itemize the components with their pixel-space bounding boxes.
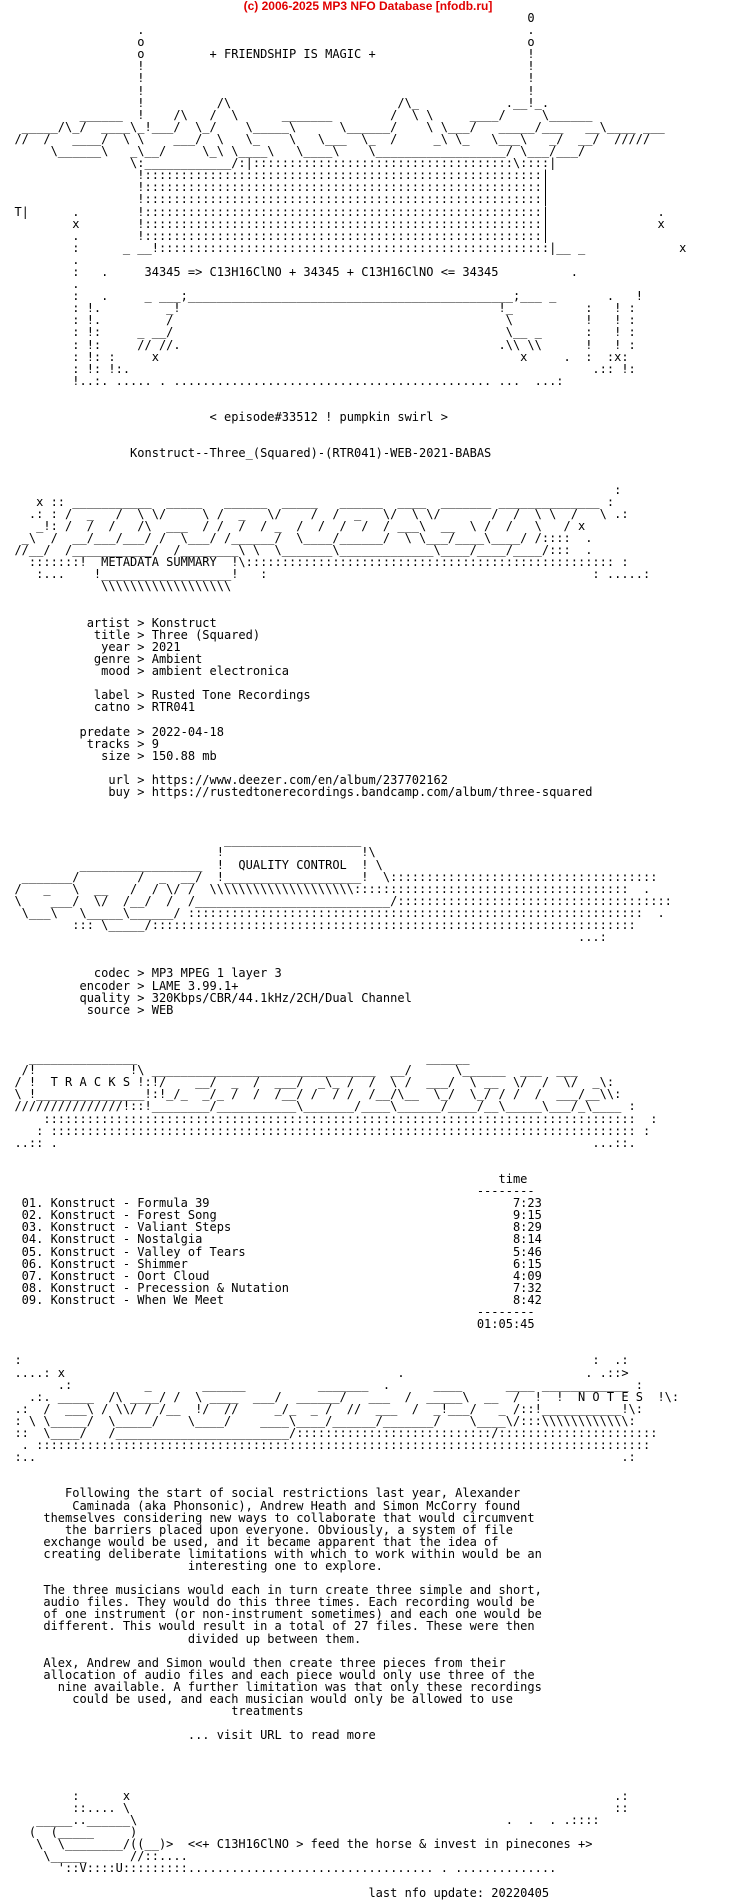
nfo-line: / _ \ __ / / \/ / \\\\\\\\\\\\\\\\\\\\:::::::::::::::::::::::::::::::::::::: . bbox=[0, 881, 651, 896]
nfo-line: ( (_____ ) bbox=[0, 1825, 138, 1840]
nfo-line: '::V::::U:::::::::.................................. . .............. bbox=[0, 1861, 557, 1876]
nfo-line: 08. Konstruct - Precession & Nutation 7:32 bbox=[0, 1280, 542, 1295]
nfo-line: ..:: . ...::. bbox=[0, 1135, 636, 1150]
nfo-line bbox=[0, 423, 686, 435]
nfo-line: < episode#33512 ! pumpkin swirl > bbox=[0, 410, 448, 425]
nfo-line: \_____ //::.... bbox=[0, 1849, 188, 1864]
nfo-line: . bbox=[0, 252, 80, 267]
nfo-line: _______________ ______ bbox=[0, 1051, 470, 1066]
nfo-line: 01. Konstruct - Formula 39 7:23 bbox=[0, 1196, 542, 1211]
nfo-line: ! /\ /\_ .__!_. bbox=[0, 95, 550, 110]
nfo-line: artist > Konstruct bbox=[0, 615, 217, 630]
site-header-title: (c) 2006-2025 MP3 NFO Database [nfodb.ru] bbox=[243, 0, 493, 13]
nfo-line: Konstruct--Three_(Squared)-(RTR041)-WEB-2021-BABAS bbox=[0, 446, 492, 461]
nfo-line: 09. Konstruct - When We Meet 8:42 bbox=[0, 1292, 542, 1307]
nfo-line: _!: / / / /\ ___ / / / / _ / / / / / ___\ __ \ / / \ / x bbox=[0, 518, 586, 533]
nfo-line: Caminada (aka Phonsonic), Andrew Heath and Simon McCorry found bbox=[0, 1498, 521, 1513]
nfo-line bbox=[0, 943, 686, 955]
nfo-line: : _ __!::::::::::::::::::::::::::::::::::::::::::::::::::::::|__ _ x bbox=[0, 240, 687, 255]
nfo-line: year > 2021 bbox=[0, 639, 181, 654]
nfo-line: !:::::::::::::::::::::::::::::::::::::::::::::::::::::::| bbox=[0, 192, 550, 207]
nfo-line: !:::::::::::::::::::::::::::::::::::::::::::::::::::::::| bbox=[0, 168, 550, 183]
nfo-line: of one instrument (or non-instrument sometimes) and each one would be bbox=[0, 1607, 542, 1622]
nfo-line: encoder > LAME 3.99.1+ bbox=[0, 978, 239, 993]
nfo-line: : bbox=[0, 482, 622, 497]
nfo-line: allocation of audio files and each piece would only use three of the bbox=[0, 1667, 535, 1682]
nfo-line bbox=[0, 1016, 686, 1028]
nfo-line: : . 34345 => C13H16ClNO + 34345 + C13H16ClNO <= 34345 . bbox=[0, 264, 578, 279]
nfo-line: ! ! bbox=[0, 71, 535, 86]
nfo-line: mood > ambient electronica bbox=[0, 664, 289, 679]
nfo-line bbox=[0, 1330, 686, 1342]
nfo-line: :: \____/ /________________________/:::::::::::::::::::::::::::/:::::::::::::::::::::: bbox=[0, 1425, 658, 1440]
nfo-line bbox=[0, 1741, 686, 1753]
nfo-line bbox=[0, 605, 686, 617]
nfo-line: : !: !:. .:: !: bbox=[0, 361, 636, 376]
nfo-line bbox=[0, 1463, 686, 1475]
nfo-line: .: : / _ / \ \/ \ / _ \/ / / _ \/ \ \/ / / \ \ / \ .: bbox=[0, 506, 629, 521]
nfo-line: last nfo update: 20220405 bbox=[0, 1885, 550, 1900]
nfo-line: : !. / \ ! ! : bbox=[0, 313, 636, 328]
nfo-line: ! ! bbox=[0, 59, 535, 74]
nfo-line: : : .: bbox=[0, 1353, 629, 1368]
nfo-line: . !:::::::::::::::::::::::::::::::::::::::::::::::::::::::| bbox=[0, 228, 550, 243]
nfo-line: \\\\\\\\\\\\\\\\\\ bbox=[0, 579, 232, 594]
nfo-line bbox=[0, 1645, 686, 1657]
nfo-line: _________________ ! QUALITY CONTROL ! \ bbox=[0, 857, 383, 872]
nfo-line: _____..______\ . . . .:::: bbox=[0, 1812, 600, 1827]
nfo-line: : \ \_____/ \_____/ \____/ ____\____/______/_______/ \____\/:::\\\\\\\\\\\\: bbox=[0, 1413, 636, 1428]
nfo-line: predate > 2022-04-18 bbox=[0, 724, 224, 739]
nfo-line: tracks > 9 bbox=[0, 736, 159, 751]
nfo-line bbox=[0, 1778, 686, 1790]
nfo-line: treatments bbox=[0, 1704, 304, 1719]
nfo-line: _____/\_/ ____\_!___/ \_/ \_____\ \______/ \ \___/ _____/___ __\____ ___ bbox=[0, 119, 665, 134]
nfo-line: title > Three (Squared) bbox=[0, 627, 261, 642]
nfo-line: !:::::::::::::::::::::::::::::::::::::::::::::::::::::::| bbox=[0, 180, 550, 195]
nfo-line: 0 bbox=[0, 11, 535, 25]
nfo-line: : ::::::::::::::::::::::::::::::::::::::::::::::::::::::::::::::::::::::::::::::::: : bbox=[0, 1123, 651, 1138]
nfo-line: \___\ \_____\______/ ::::::::::::::::::::::::::::::::::::::::::::::::::::::::::::::: . bbox=[0, 905, 665, 920]
nfo-line: quality > 320Kbps/CBR/44.1kHz/2CH/Dual Channel bbox=[0, 990, 412, 1005]
nfo-line: 06. Konstruct - Shimmer 6:15 bbox=[0, 1256, 542, 1271]
nfo-line bbox=[0, 798, 686, 810]
nfo-line: ///////////////!::!________/___________\_______/____\______/____/__\_____\___/_\____ : bbox=[0, 1099, 636, 1114]
nfo-line: Following the start of social restrictions last year, Alexander bbox=[0, 1486, 521, 1501]
nfo-line: : !: // //. .\\ \\ ! ! : bbox=[0, 337, 636, 352]
nfo-line: time bbox=[0, 1172, 528, 1186]
nfo-line: . bbox=[0, 277, 80, 292]
nfo-line: buy > https://rustedtonerecordings.bandcamp.com/album/three-squared bbox=[0, 785, 593, 799]
nfo-line: \ ___/ \/ /__/ / /___________________________/:::::::::::::::::::::::::::::::::::::: bbox=[0, 893, 672, 908]
nfo-line: the barriers placed upon everyone. Obviously, a system of file bbox=[0, 1522, 513, 1537]
nfo-line: divided up between them. bbox=[0, 1631, 362, 1646]
nfo-line: size > 150.88 mb bbox=[0, 748, 217, 763]
nfo-line: _\ / __/___/___/ / \___/ /______/ \____/______/ \ \___/____\____/ /:::: . bbox=[0, 531, 593, 546]
nfo-line: .:. _____ /\ ____/ / \ ____ ___/ ______/ ___ / _____\ __ / ! ! N O T E S !\: bbox=[0, 1389, 680, 1404]
nfo-line: x !:::::::::::::::::::::::::::::::::::::::::::::::::::::::| x bbox=[0, 216, 665, 231]
nfo-line: \______\ _\__/ \_\ \____\ \____\ \__________________/ \___/___/ bbox=[0, 144, 586, 159]
nfo-line bbox=[0, 593, 686, 605]
nfo-text-block bbox=[0, 12, 686, 1899]
nfo-line: x :: ___________ _____ ______ _____ ______ ____ _______ ______________ : bbox=[0, 494, 615, 509]
nfo-line bbox=[0, 472, 686, 484]
nfo-line: Alex, Andrew and Simon would then create three pieces from their bbox=[0, 1655, 506, 1670]
nfo-line: nine available. A further limitation was that only these recordings bbox=[0, 1679, 542, 1694]
nfo-line: ___________________ bbox=[0, 833, 362, 848]
nfo-line: : !: _ __/ \__ _ : ! : bbox=[0, 325, 636, 340]
nfo-line: 05. Konstruct - Valley of Tears 5:46 bbox=[0, 1244, 542, 1259]
nfo-line: creating deliberate limitations with which to work within would be an bbox=[0, 1546, 542, 1561]
nfo-line: genre > Ambient bbox=[0, 651, 203, 666]
nfo-line: T| . !:::::::::::::::::::::::::::::::::::::::::::::::::::::::| . bbox=[0, 204, 665, 219]
nfo-line: !..:. ..... . ............................................ ... ...: bbox=[0, 373, 564, 388]
nfo-line: : !. _! !_ : ! : bbox=[0, 301, 636, 316]
nfo-line: / ! T R A C K S !:!/ __/ _ / ___/ _\_ / / \ / ___/ \ __ \/ / \/ _\: bbox=[0, 1075, 615, 1090]
nfo-line: ::.... \ :: bbox=[0, 1800, 629, 1815]
nfo-line: interesting one to explore. bbox=[0, 1559, 383, 1573]
nfo-line: ... visit URL to read more bbox=[0, 1728, 376, 1743]
nfo-line: audio files. They would do this three times. Each recording would be bbox=[0, 1595, 535, 1610]
nfo-line: exchange would be used, and it became apparent that the idea of bbox=[0, 1534, 499, 1549]
nfo-line: 03. Konstruct - Valiant Steps 8:29 bbox=[0, 1220, 542, 1235]
nfo-line bbox=[0, 1028, 686, 1040]
nfo-line: :::::::! METADATA SUMMARY !\::::::::::::::::::::::::::::::::::::::::::::::::::: : bbox=[0, 555, 629, 570]
nfo-line: label > Rusted Tone Recordings bbox=[0, 688, 311, 703]
nfo-line: The three musicians would each in turn create three simple and short, bbox=[0, 1583, 542, 1598]
nfo-line: . . bbox=[0, 23, 535, 38]
nfo-line: .: _ ______ _______ . ____ ____ ____________ : bbox=[0, 1377, 643, 1392]
nfo-line: catno > RTR041 bbox=[0, 700, 196, 715]
nfo-line bbox=[0, 1149, 686, 1161]
nfo-line: 04. Konstruct - Nostalgia 8:14 bbox=[0, 1232, 542, 1247]
nfo-line: :.. .: bbox=[0, 1450, 636, 1465]
nfo-line: 02. Konstruct - Forest Song 9:15 bbox=[0, 1208, 542, 1223]
nfo-line: codec > MP3 MPEG 1 layer 3 bbox=[0, 966, 282, 981]
nfo-line: o o bbox=[0, 35, 535, 50]
nfo-line: source > WEB bbox=[0, 1002, 174, 1017]
nfo-line bbox=[0, 713, 686, 725]
nfo-line: could be used, and each musician would only be allowed to use bbox=[0, 1692, 513, 1707]
nfo-line: themselves considering new ways to collaborate that would circumvent bbox=[0, 1510, 535, 1525]
nfo-line: ....: x . . .::> bbox=[0, 1365, 629, 1380]
nfo-line: o + FRIENDSHIP IS MAGIC + ! bbox=[0, 47, 535, 62]
nfo-line: : . _ ___;_____________________________________________;___ _ . ! bbox=[0, 289, 643, 304]
nfo-line: ::: \_____/::::::::::::::::::::::::::::::::::::::::::::::::::::::::::::::::::: bbox=[0, 918, 636, 933]
nfo-line: ...: bbox=[0, 930, 607, 945]
nfo-line: : !: : x x . : :x: bbox=[0, 349, 629, 364]
nfo-line bbox=[0, 1766, 686, 1778]
nfo-line: :... !__________________! : : .....: bbox=[0, 567, 651, 582]
nfo-line: different. This would result in a total of 27 files. These were then bbox=[0, 1619, 535, 1634]
nfo-line: ! ! bbox=[0, 83, 535, 98]
nfo-line: \ !_______________!:!_/_ _/_ / / /__/ / / / /__/\__ \_/ \_/ / / / ___/__\\: bbox=[0, 1087, 622, 1102]
nfo-line bbox=[0, 387, 686, 399]
nfo-line: . ::::::::::::::::::::::::::::::::::::::::::::::::::::::::::::::::::::::::::::::::::::: bbox=[0, 1438, 651, 1453]
nfo-line: ______ ! /\ / \ _______ / \ \ ____/ \______ bbox=[0, 107, 593, 122]
nfo-line bbox=[0, 459, 686, 471]
nfo-line: //__/ /___________/ /________\ \ \_______\_____________\____/____/____/::: . bbox=[0, 543, 593, 558]
nfo-line: url > https://www.deezer.com/en/album/237702162 bbox=[0, 772, 448, 787]
nfo-line bbox=[0, 810, 686, 822]
nfo-line: 01:05:45 bbox=[0, 1317, 535, 1332]
nfo-line: : x .: bbox=[0, 1788, 629, 1803]
nfo-line: \ \________/((__)> <<+ C13H16ClNO > feed the horse & invest in pinecones +> bbox=[0, 1837, 593, 1852]
nfo-line: .: / ___\ / \\/ / /__ !/ // _/_ _ / // ___ / _!___/ _ /::!___________!\: bbox=[0, 1401, 643, 1416]
nfo-line: 07. Konstruct - Oort Cloud 4:09 bbox=[0, 1268, 542, 1283]
nfo-line: _______/ / _ __/ !___________________! \::::::::::::::::::::::::::::::::::::: bbox=[0, 869, 658, 884]
nfo-line: // / ____/ \ \ ___/ \ \_ \ \___ \_ / _\ \_ \___\ _/ __/ ///// bbox=[0, 131, 651, 146]
nfo-line: :::::::::::::::::::::::::::::::::::::::::::::::::::::::::::::::::::::::::::::::::: : bbox=[0, 1111, 658, 1126]
nfo-line: -------- bbox=[0, 1184, 535, 1199]
nfo-line bbox=[0, 1754, 686, 1766]
nfo-line: ! !\ bbox=[0, 845, 376, 860]
nfo-line: -------- bbox=[0, 1305, 535, 1320]
nfo-line: \:____________/:|::::::::::::::::::::::::::::::::::::\::::| bbox=[0, 156, 557, 171]
nfo-line: /! !\ _______________________________ __/ \______ ___ ___ bbox=[0, 1063, 578, 1078]
nfo-line bbox=[0, 1874, 686, 1886]
